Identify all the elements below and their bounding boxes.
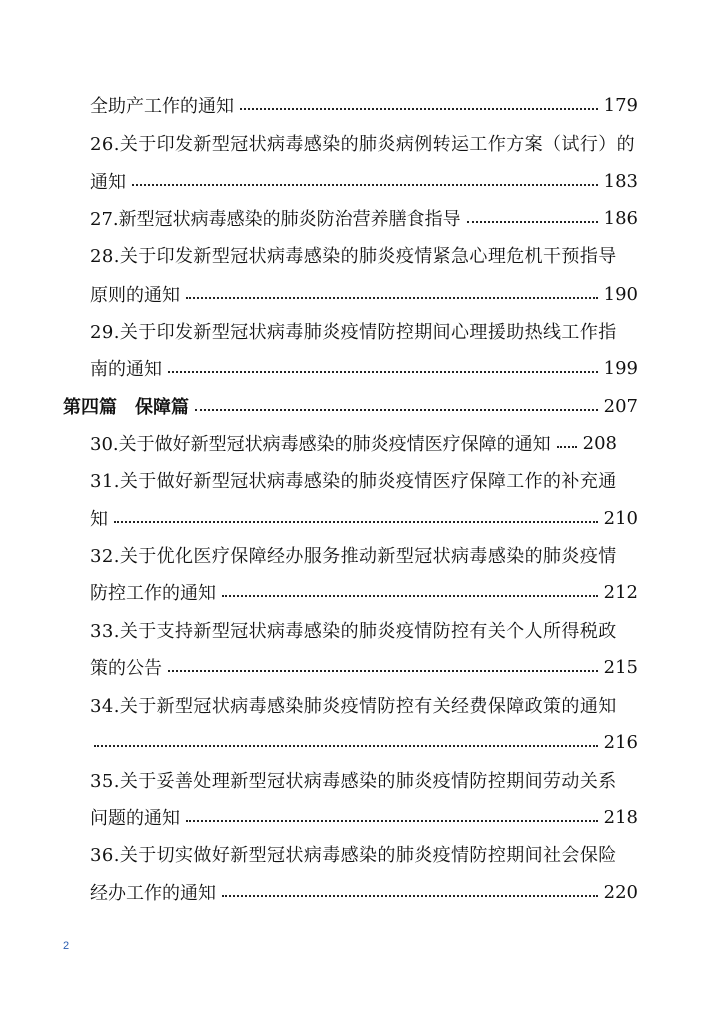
- toc-entry: [90, 316, 638, 346]
- toc-entry-page: 218: [603, 806, 638, 828]
- dot-leader: [222, 595, 598, 597]
- toc-entry-title: 36.关于切实做好新型冠状病毒感染的肺炎疫情防控期间社会保险: [90, 845, 617, 866]
- toc-entry-title: 全助产工作的通知: [90, 96, 234, 117]
- toc-entry: [90, 540, 638, 570]
- toc-entry: [90, 839, 638, 869]
- toc-entry: [90, 577, 638, 607]
- toc-entry-title: 29.关于印发新型冠状病毒肺炎疫情防控期间心理援助热线工作指: [90, 322, 617, 343]
- toc-entry: [90, 353, 638, 383]
- dot-leader: [186, 297, 598, 299]
- dot-leader: [186, 820, 598, 822]
- toc-section: [63, 391, 638, 421]
- toc-entry: [90, 90, 638, 120]
- toc-entry-title: 策的公告: [90, 658, 162, 679]
- toc-entry-title: 28.关于印发新型冠状病毒感染的肺炎疫情紧急心理危机干预指导: [90, 246, 617, 267]
- toc-entry: [90, 428, 638, 458]
- toc-entry-page: 216: [603, 731, 638, 753]
- toc-entry-page: 183: [603, 170, 638, 192]
- toc-entry: [90, 240, 638, 270]
- dot-leader: [168, 371, 598, 373]
- toc-entry-title: 35.关于妥善处理新型冠状病毒感染的肺炎疫情防控期间劳动关系: [90, 771, 617, 792]
- toc-entry-page: 186: [603, 207, 638, 229]
- dot-leader: [168, 670, 598, 672]
- dot-leader: [467, 221, 598, 223]
- toc-entry-page: 179: [603, 94, 638, 116]
- toc-entry-title: 26.关于印发新型冠状病毒感染的肺炎病例转运工作方案（试行）的: [90, 134, 636, 155]
- dot-leader: [557, 446, 577, 448]
- toc-entry: [90, 690, 638, 720]
- toc-entry: [90, 652, 638, 682]
- toc-entry: [90, 802, 638, 832]
- toc-entry: [90, 615, 638, 645]
- dot-leader: [222, 895, 598, 897]
- toc-entry-page: 212: [603, 581, 638, 603]
- toc-entry-title: 31.关于做好新型冠状病毒感染的肺炎疫情医疗保障工作的补充通: [90, 471, 617, 492]
- dot-leader: [94, 745, 598, 747]
- toc-entry: [90, 128, 638, 158]
- toc-entry-title: 问题的通知: [90, 808, 180, 829]
- toc-entry: [90, 503, 638, 533]
- toc-entry-page: 190: [603, 283, 638, 305]
- toc-entry-title: 南的通知: [90, 359, 162, 380]
- toc-entry-title: 30.关于做好新型冠状病毒感染的肺炎疫情医疗保障的通知: [90, 434, 551, 455]
- toc-entry-page: 208: [582, 432, 617, 454]
- toc-entry: [90, 765, 638, 795]
- toc-entry-title: 27.新型冠状病毒感染的肺炎防治营养膳食指导: [90, 209, 461, 230]
- toc-entry: [90, 727, 638, 757]
- dot-leader: [195, 409, 598, 411]
- toc-entry-page: 220: [603, 881, 638, 903]
- toc-entry: [90, 877, 638, 907]
- toc-entry: [90, 465, 638, 495]
- toc-entry-title: 防控工作的通知: [90, 583, 216, 604]
- toc-entry-title: 33.关于支持新型冠状病毒感染的肺炎疫情防控有关个人所得税政: [90, 621, 617, 642]
- toc-entry: [90, 203, 638, 233]
- dot-leader: [114, 521, 598, 523]
- toc-entry-page: 199: [603, 357, 638, 379]
- toc-entry-page: 207: [603, 395, 638, 417]
- toc-entry-page: 215: [603, 656, 638, 678]
- toc-entry: [90, 279, 638, 309]
- page-number: 2: [63, 940, 70, 952]
- section-title: 第四篇 保障篇: [63, 397, 189, 418]
- toc-entry-title: 知: [90, 509, 108, 530]
- dot-leader: [240, 108, 598, 110]
- toc-entry-title: 原则的通知: [90, 285, 180, 306]
- dot-leader: [132, 184, 598, 186]
- toc-entry-title: 经办工作的通知: [90, 883, 216, 904]
- toc-entry-title: 通知: [90, 172, 126, 193]
- toc-entry: [90, 166, 638, 196]
- toc-entry-title: 32.关于优化医疗保障经办服务推动新型冠状病毒感染的肺炎疫情: [90, 546, 617, 567]
- toc-entry-page: 210: [603, 507, 638, 529]
- toc-entry-title: 34.关于新型冠状病毒感染肺炎疫情防控有关经费保障政策的通知: [90, 696, 617, 717]
